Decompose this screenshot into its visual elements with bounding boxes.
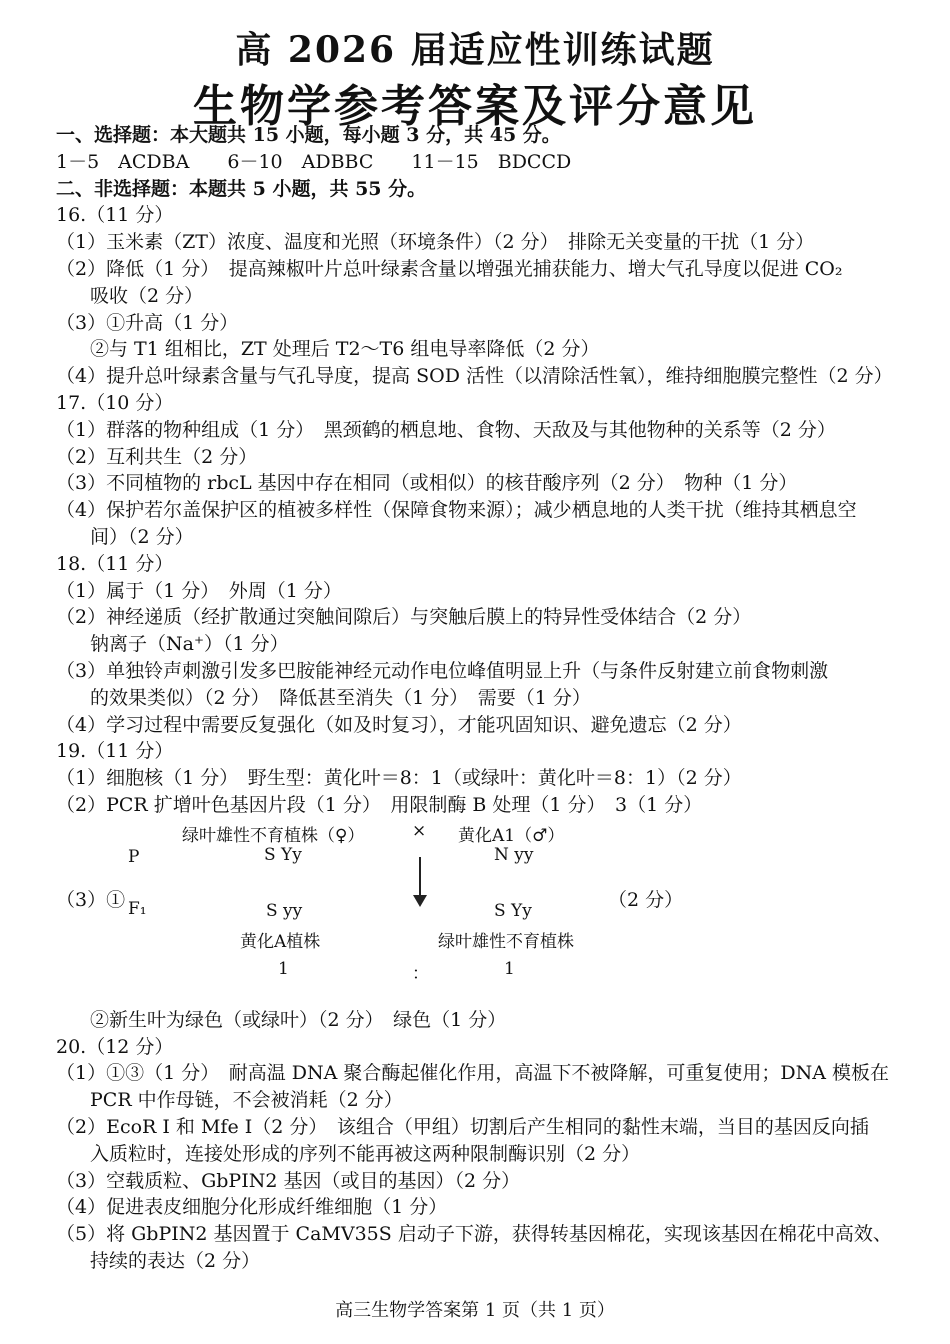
offspring2-genotype: S Yy bbox=[494, 900, 532, 921]
answer-line: 1－5 ACDBA 6－10 ADBBC 11－15 BDCCD bbox=[56, 150, 572, 173]
answer-line: （4）保护若尔盖保护区的植被多样性（保障食物来源）；减少栖息地的人类干扰（维持其栖息空 bbox=[56, 499, 857, 522]
cross-label: （3）① bbox=[56, 888, 126, 911]
answer-line: （5）将 GbPIN2 基因置于 CaMV35S 启动子下游，获得转基因棉花，实现该基因在棉花中高效、 bbox=[56, 1223, 892, 1246]
parent-female-genotype: S Yy bbox=[264, 844, 302, 865]
offspring2-phenotype: 绿叶雄性不育植株 bbox=[438, 931, 574, 952]
offspring1-genotype: S yy bbox=[266, 900, 303, 921]
answer-line: （1）细胞核（1 分） 野生型：黄化叶＝8：1（或绿叶：黄化叶＝8：1）（2 分） bbox=[56, 767, 742, 790]
ratio-value-2: 1 bbox=[504, 958, 515, 979]
answer-line: 16.（11 分） bbox=[56, 204, 174, 227]
answer-line: 19.（11 分） bbox=[56, 740, 174, 763]
answer-lines-part1 bbox=[56, 122, 906, 819]
page-footer: 高三生物学答案第 1 页（共 1 页） bbox=[335, 1300, 615, 1321]
answer-line: 一、选择题：本大题共 15 小题，每小题 3 分，共 45 分。 bbox=[56, 124, 561, 146]
answer-line: 17.（10 分） bbox=[56, 391, 174, 414]
answer-line: （2）降低（1 分） 提高辣椒叶片总叶绿素含量以增强光捕获能力、增大气孔导度以促进 CO₂ bbox=[56, 257, 843, 280]
cross-arrow-head-icon bbox=[413, 895, 427, 907]
answer-line: （4）促进表皮细胞分化形成纤维细胞（1 分） bbox=[56, 1196, 448, 1219]
answer-line: ②与 T1 组相比，ZT 处理后 T2～T6 组电导率降低（2 分） bbox=[90, 338, 600, 361]
page-subtitle: 生物学参考答案及评分意见 bbox=[193, 81, 757, 132]
answer-line: （3）不同植物的 rbcL 基因中存在相同（或相似）的核苷酸序列（2 分） 物种（1 分） bbox=[56, 472, 798, 495]
answer-line: 二、非选择题：本题共 5 小题，共 55 分。 bbox=[56, 177, 427, 200]
answer-line: （2）PCR 扩增叶色基因片段（1 分） 用限制酶 B 处理（1 分） 3（1 分） bbox=[56, 793, 703, 816]
answer-line: 持续的表达（2 分） bbox=[90, 1249, 261, 1272]
answer-line: （1）群落的物种组成（1 分） 黑颈鹤的栖息地、食物、天敌及与其他物种的关系等（2 分） bbox=[56, 418, 836, 441]
answer-line: 钠离子（Na⁺）（1 分） bbox=[90, 633, 289, 656]
generation-f1: F₁ bbox=[128, 898, 147, 919]
generation-p: P bbox=[128, 846, 140, 867]
answer-line: （2）互利共生（2 分） bbox=[56, 445, 258, 468]
genetic-cross-diagram bbox=[56, 819, 906, 1007]
offspring1-phenotype: 黄化A植株 bbox=[240, 931, 321, 952]
answer-line: 吸收（2 分） bbox=[90, 284, 204, 307]
answer-body bbox=[56, 122, 906, 1275]
ratio-value-1: 1 bbox=[278, 958, 289, 979]
answer-lines-part2 bbox=[56, 1007, 906, 1275]
cross-score: （2 分） bbox=[608, 888, 684, 911]
answer-line: （3）单独铃声刺激引发多巴胺能神经元动作电位峰值明显上升（与条件反射建立前食物刺激 bbox=[56, 659, 829, 682]
answer-line: （2）EcoR Ⅰ 和 Mfe Ⅰ（2 分） 该组合（甲组）切割后产生相同的黏性末端，当目的基因反向插 bbox=[56, 1115, 869, 1138]
answer-line: 入质粒时，连接处形成的序列不能再被这两种限制酶识别（2 分） bbox=[90, 1142, 641, 1165]
cross-symbol: × bbox=[412, 820, 427, 841]
parent-male-genotype: N yy bbox=[494, 844, 534, 865]
answer-line: （3）空载质粒、GbPIN2 基因（或目的基因）（2 分） bbox=[56, 1169, 521, 1192]
answer-line: 的效果类似）（2 分） 降低甚至消失（1 分） 需要（1 分） bbox=[90, 686, 591, 709]
answer-line: 18.（11 分） bbox=[56, 552, 174, 575]
answer-line: （4）提升总叶绿素含量与气孔导度，提高 SOD 活性（以清除活性氧），维持细胞膜完整性（2 分） bbox=[56, 365, 893, 388]
answer-line: （2）神经递质（经扩散通过突触间隙后）与突触后膜上的特异性受体结合（2 分） bbox=[56, 606, 752, 629]
parent-male-label: 黄化A1（♂） bbox=[458, 825, 565, 846]
cross-arrow-line bbox=[419, 857, 421, 897]
ratio-colon: ： bbox=[412, 963, 429, 984]
answer-line: 20.（12 分） bbox=[56, 1035, 174, 1058]
answer-line: （1）玉米素（ZT）浓度、温度和光照（环境条件）（2 分） 排除无关变量的干扰（1 分） bbox=[56, 231, 815, 254]
answer-line: PCR 中作母链，不会被消耗（2 分） bbox=[90, 1089, 403, 1112]
answer-line: （4）学习过程中需要反复强化（如及时复习），才能巩固知识、避免遗忘（2 分） bbox=[56, 713, 742, 736]
answer-line: （1）①③（1 分） 耐高温 DNA 聚合酶起催化作用，高温下不被降解，可重复使用；DNA 模板在 bbox=[56, 1062, 889, 1085]
answer-line: （3）①升高（1 分） bbox=[56, 311, 239, 334]
parent-female-label: 绿叶雄性不育植株（♀） bbox=[182, 825, 365, 846]
answer-line: ②新生叶为绿色（或绿叶）（2 分） 绿色（1 分） bbox=[90, 1008, 507, 1031]
answer-line: （1）属于（1 分） 外周（1 分） bbox=[56, 579, 342, 602]
answer-line: 间）（2 分） bbox=[90, 525, 194, 548]
page-title: 高 2026 届适应性训练试题 bbox=[235, 29, 715, 71]
